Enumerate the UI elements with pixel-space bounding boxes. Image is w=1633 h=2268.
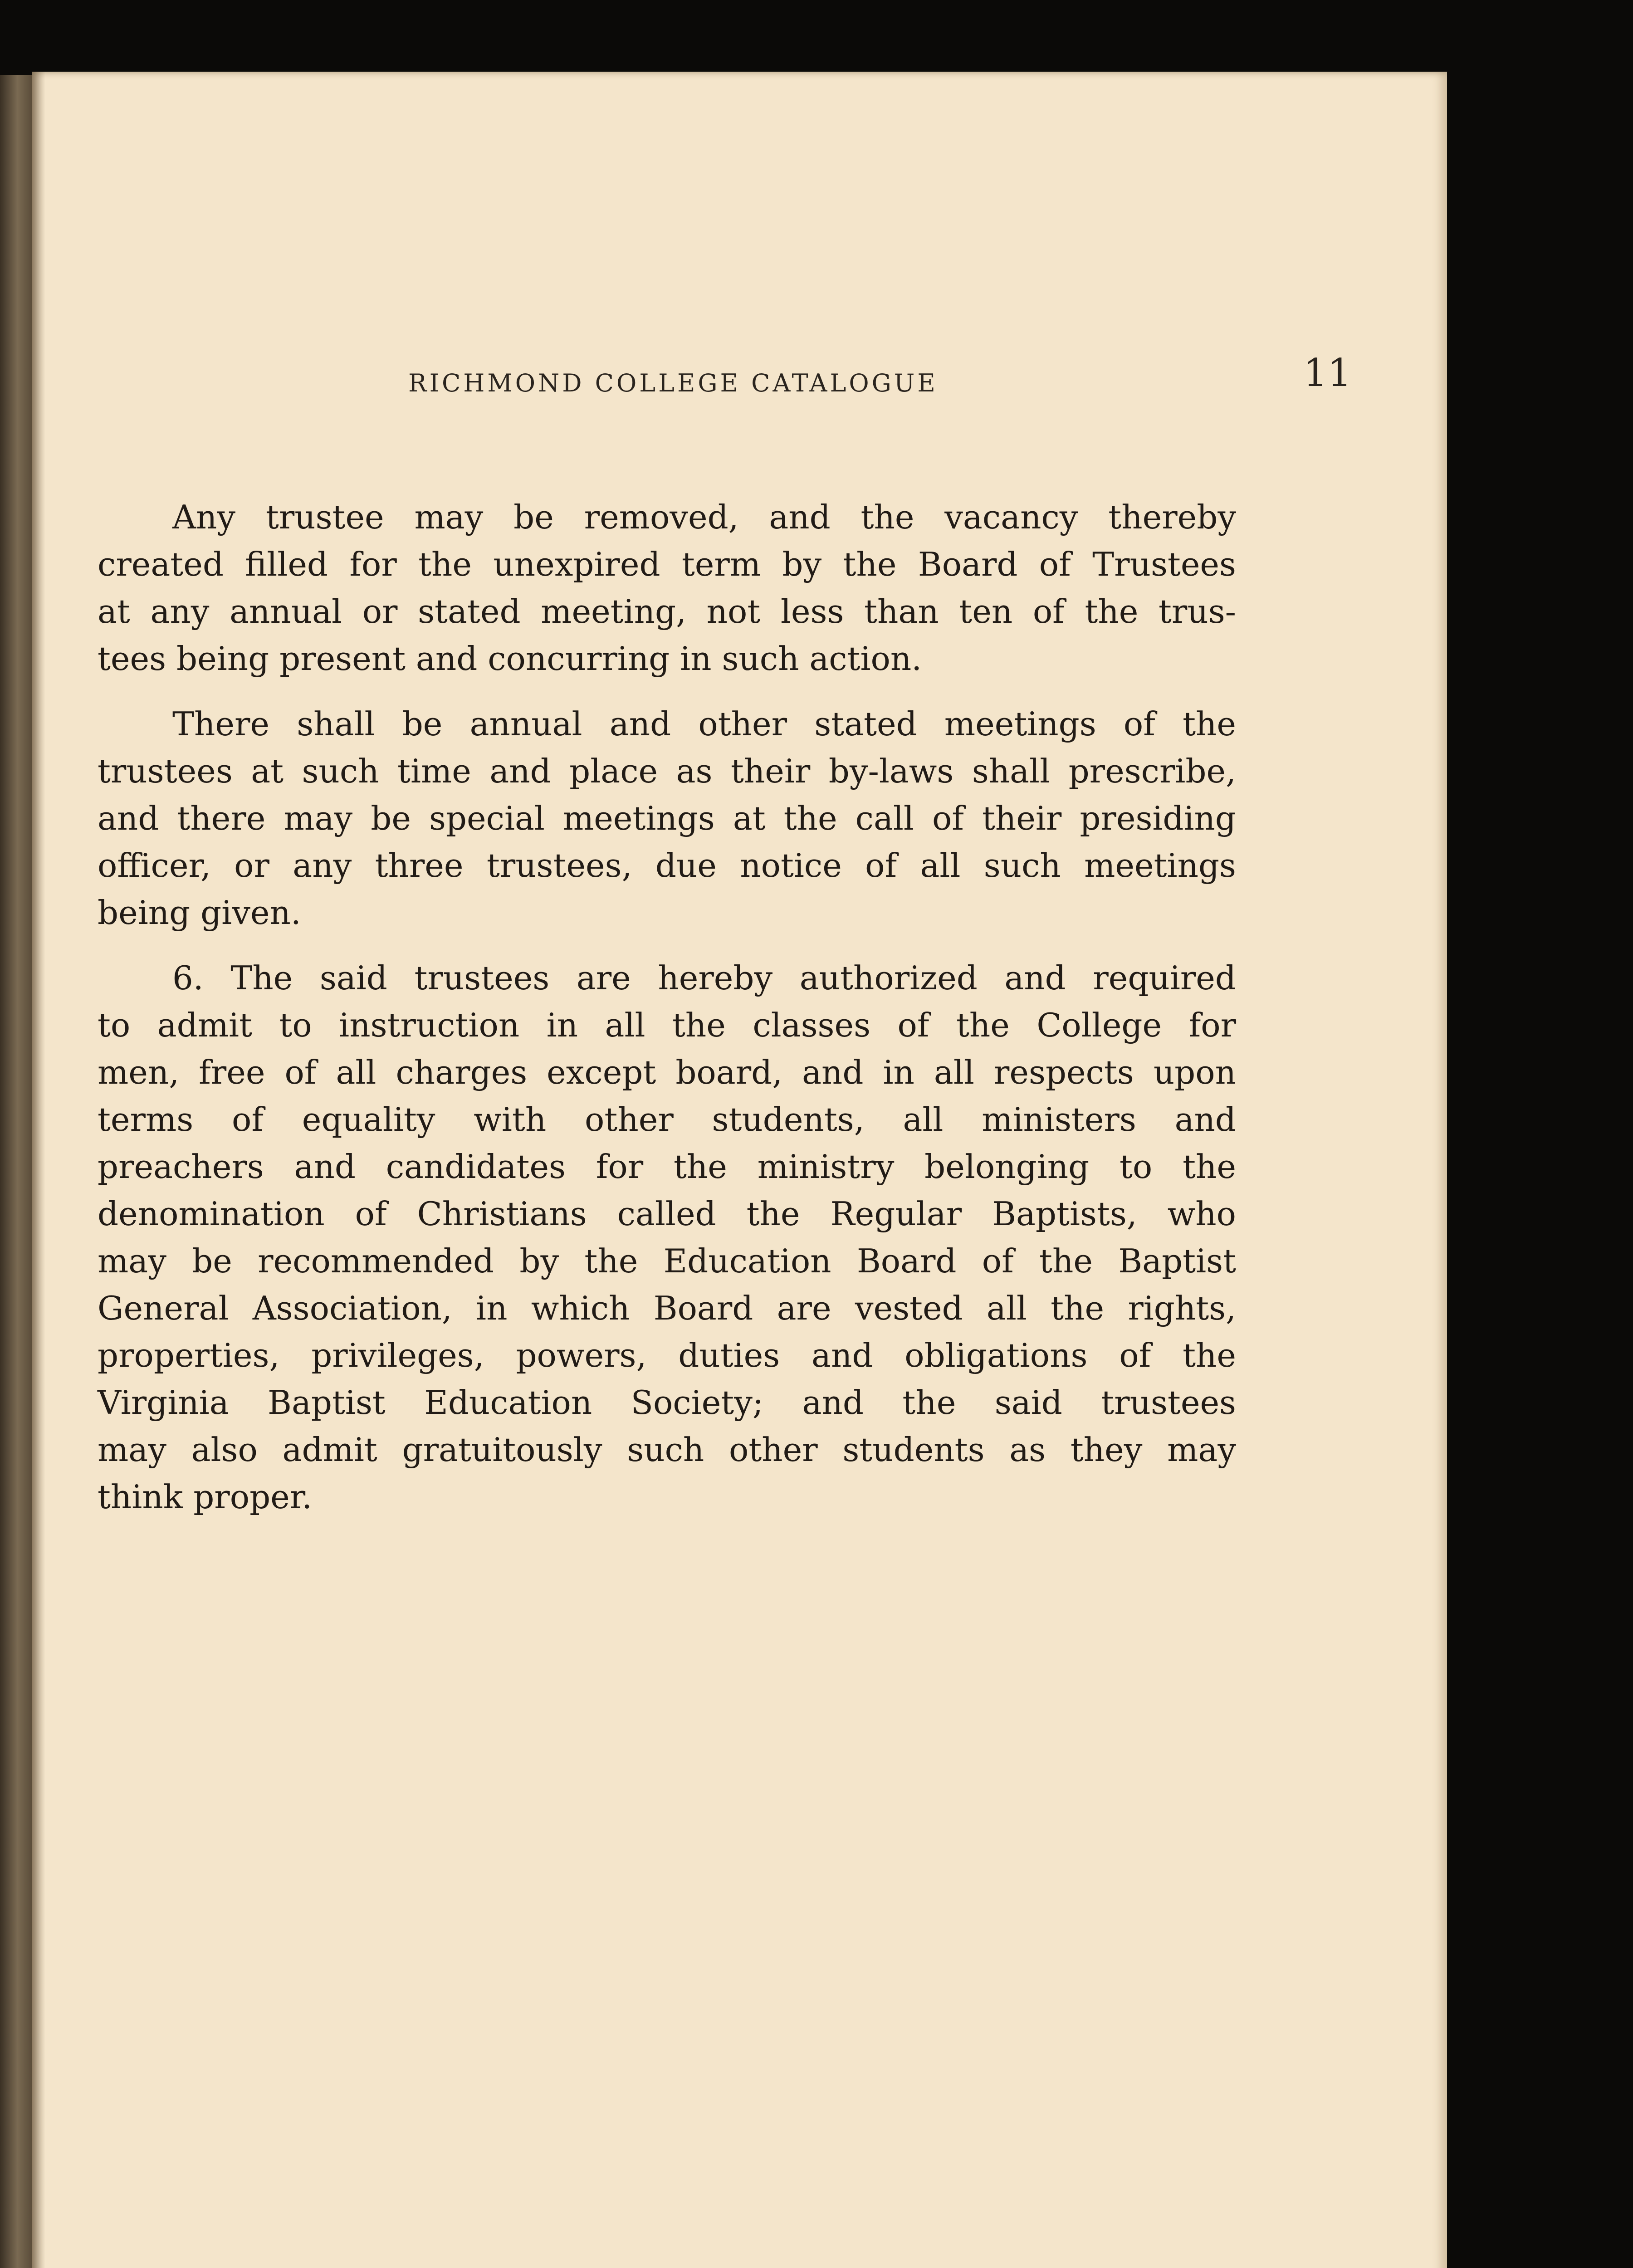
catalogue-page <box>32 72 1447 2268</box>
paragraph-section-6 <box>98 954 1236 1520</box>
body-text <box>98 494 1236 1539</box>
text-line: denomination of Christians called the Regular Baptists, who <box>98 1195 1236 1233</box>
text-line: men, free of all charges except board, and in all respects upon <box>98 1053 1236 1091</box>
text-line: preachers and candidates for the ministry belonging to the <box>98 1148 1236 1186</box>
text-line: tees being present and concurring in such action. <box>98 640 922 678</box>
page-header <box>381 351 1352 419</box>
text-line: at any annual or stated meeting, not less than ten of the trus- <box>98 592 1236 631</box>
text-line: properties, privileges, powers, duties and obligations of the <box>98 1336 1236 1374</box>
text-line: to admit to instruction in all the classes of the College for <box>98 1006 1236 1044</box>
running-head: RICHMOND COLLEGE CATALOGUE <box>408 369 938 397</box>
text-line: trustees at such time and place as their by-laws shall prescribe, <box>98 752 1236 790</box>
text-line: and there may be special meetings at the call of their presiding <box>98 799 1236 837</box>
text-line: terms of equality with other students, all ministers and <box>98 1100 1236 1139</box>
text-line: General Association, in which Board are vested all the rights, <box>98 1289 1236 1327</box>
left-page-edge <box>0 75 32 2268</box>
text-line: There shall be annual and other stated meetings of the <box>172 705 1236 743</box>
text-line: Any trustee may be removed, and the vacancy thereby <box>172 498 1236 536</box>
page-number: 11 <box>1303 351 1352 395</box>
paragraph-trustee-removal <box>98 494 1236 682</box>
page-spine-shadow <box>32 72 45 2268</box>
text-line: may also admit gratuitously such other students as they may <box>98 1431 1236 1469</box>
text-line: 6. The said trustees are hereby authorized and required <box>172 959 1236 997</box>
text-line: think proper. <box>98 1478 313 1516</box>
text-line: officer, or any three trustees, due notice of all such meetings <box>98 846 1236 885</box>
text-line: being given. <box>98 894 301 932</box>
text-line: Virginia Baptist Education Society; and the said trustees <box>98 1383 1236 1422</box>
text-line: may be recommended by the Education Board of the Baptist <box>98 1242 1236 1280</box>
text-line: created filled for the unexpired term by the Board of Trustees <box>98 545 1236 583</box>
paragraph-meetings <box>98 700 1236 936</box>
